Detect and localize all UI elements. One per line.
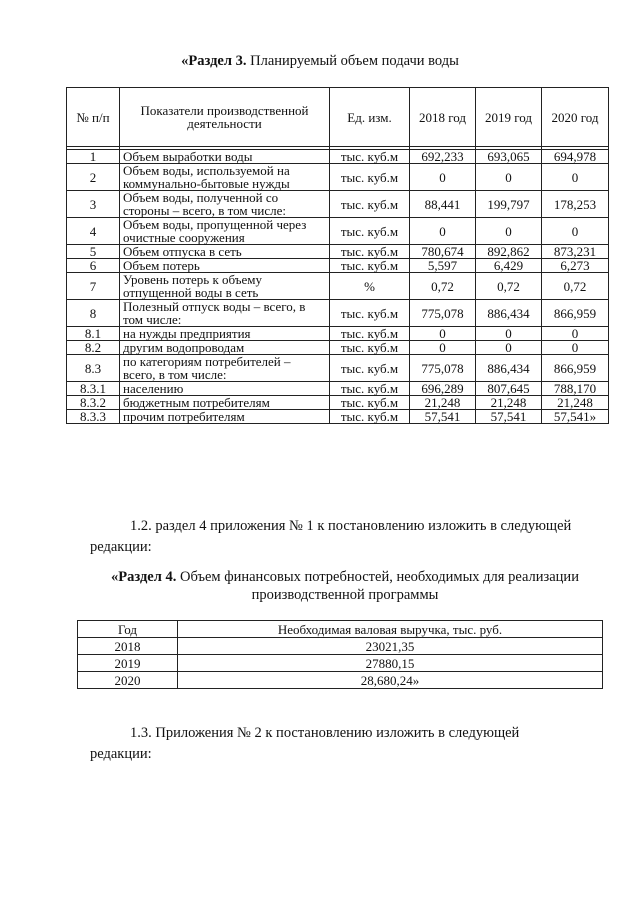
row-value-2019: 0 <box>476 164 542 191</box>
row-indicator: на нужды предприятия <box>120 327 330 341</box>
row-unit: тыс. куб.м <box>330 245 410 259</box>
row-value-2018: 5,597 <box>410 259 476 273</box>
row-indicator: по категориям потребителей – всего, в том числе: <box>120 355 330 382</box>
section3-title-text: Планируемый объем подачи воды <box>246 53 459 69</box>
row-value-2018: 692,233 <box>410 150 476 164</box>
section4-title-text: Объем финансовых потребностей, необходимых для реализации <box>176 569 579 585</box>
row-value-2020: 866,959 <box>542 355 609 382</box>
table-row <box>67 341 609 355</box>
paragraph-line: редакции: <box>90 539 152 555</box>
table-row <box>67 259 609 273</box>
section3-title-bold: «Раздел 3. <box>181 53 247 69</box>
financial-needs-table <box>77 620 603 689</box>
row-value-2020: 0 <box>542 164 609 191</box>
row-value-2018: 88,441 <box>410 191 476 218</box>
header-num: № п/п <box>67 88 120 147</box>
row-value-2019: 21,248 <box>476 396 542 410</box>
table-row <box>67 382 609 396</box>
row-year: 2020 <box>78 672 178 689</box>
row-num: 4 <box>67 218 120 245</box>
row-value-2019: 0 <box>476 341 542 355</box>
row-value-2019: 199,797 <box>476 191 542 218</box>
row-value-2018: 780,674 <box>410 245 476 259</box>
table-row <box>67 410 609 424</box>
row-revenue: 23021,35 <box>178 638 603 655</box>
row-num: 8.1 <box>67 327 120 341</box>
table-header-row <box>67 88 609 147</box>
row-unit: тыс. куб.м <box>330 191 410 218</box>
row-value-2018: 775,078 <box>410 355 476 382</box>
water-supply-table <box>66 87 609 424</box>
row-num: 8.2 <box>67 341 120 355</box>
header-2019: 2019 год <box>476 88 542 147</box>
table-row <box>67 300 609 327</box>
row-indicator: Полезный отпуск воды – всего, в том числе: <box>120 300 330 327</box>
header-year: Год <box>78 621 178 638</box>
row-value-2020: 178,253 <box>542 191 609 218</box>
row-unit: тыс. куб.м <box>330 259 410 273</box>
row-value-2018: 21,248 <box>410 396 476 410</box>
row-value-2018: 0 <box>410 341 476 355</box>
table-row <box>67 396 609 410</box>
paragraph-1-2 <box>90 516 596 558</box>
row-num: 8.3.2 <box>67 396 120 410</box>
table-header-row <box>78 621 603 638</box>
row-num: 8.3.3 <box>67 410 120 424</box>
row-num: 5 <box>67 245 120 259</box>
row-num: 8 <box>67 300 120 327</box>
table-row <box>67 245 609 259</box>
table-row <box>67 355 609 382</box>
section4-title <box>90 568 600 604</box>
row-year: 2019 <box>78 655 178 672</box>
water-supply-table-body <box>67 150 609 424</box>
row-indicator: Объем воды, используемой на коммунально-бытовые нужды <box>120 164 330 191</box>
row-unit: тыс. куб.м <box>330 218 410 245</box>
paragraph-line: 1.2. раздел 4 приложения № 1 к постановлению изложить в следующей <box>130 518 572 534</box>
row-unit: тыс. куб.м <box>330 327 410 341</box>
row-indicator: Уровень потерь к объему отпущенной воды в сеть <box>120 273 330 300</box>
row-value-2020: 21,248 <box>542 396 609 410</box>
row-value-2020: 0 <box>542 218 609 245</box>
row-num: 8.3.1 <box>67 382 120 396</box>
row-indicator: Объем воды, пропущенной через очистные сооружения <box>120 218 330 245</box>
row-value-2020: 873,231 <box>542 245 609 259</box>
row-value-2020: 694,978 <box>542 150 609 164</box>
row-value-2019: 57,541 <box>476 410 542 424</box>
header-revenue: Необходимая валовая выручка, тыс. руб. <box>178 621 603 638</box>
row-value-2020: 0,72 <box>542 273 609 300</box>
row-year: 2018 <box>78 638 178 655</box>
row-value-2019: 892,862 <box>476 245 542 259</box>
row-indicator: бюджетным потребителям <box>120 396 330 410</box>
row-value-2020: 0 <box>542 327 609 341</box>
paragraph-line: редакции: <box>90 746 152 762</box>
row-value-2020: 0 <box>542 341 609 355</box>
table-row <box>67 150 609 164</box>
row-num: 2 <box>67 164 120 191</box>
row-unit: тыс. куб.м <box>330 150 410 164</box>
row-indicator: другим водопроводам <box>120 341 330 355</box>
row-value-2019: 0 <box>476 327 542 341</box>
row-unit: тыс. куб.м <box>330 300 410 327</box>
row-value-2018: 0 <box>410 164 476 191</box>
row-unit: тыс. куб.м <box>330 164 410 191</box>
row-value-2018: 696,289 <box>410 382 476 396</box>
row-value-2019: 0 <box>476 218 542 245</box>
header-2020: 2020 год <box>542 88 609 147</box>
row-num: 1 <box>67 150 120 164</box>
table-row <box>67 218 609 245</box>
header-indicator: Показатели производственной деятельности <box>120 88 330 147</box>
row-revenue: 27880,15 <box>178 655 603 672</box>
table-row <box>78 672 603 689</box>
row-num: 8.3 <box>67 355 120 382</box>
row-num: 6 <box>67 259 120 273</box>
section4-title-bold: «Раздел 4. <box>111 569 177 585</box>
row-unit: % <box>330 273 410 300</box>
row-value-2019: 807,645 <box>476 382 542 396</box>
row-indicator: населению <box>120 382 330 396</box>
row-indicator: прочим потребителям <box>120 410 330 424</box>
section3-title <box>0 52 640 70</box>
row-unit: тыс. куб.м <box>330 410 410 424</box>
header-2018: 2018 год <box>410 88 476 147</box>
row-value-2018: 0 <box>410 327 476 341</box>
table-row <box>78 638 603 655</box>
table-row <box>67 327 609 341</box>
row-value-2019: 6,429 <box>476 259 542 273</box>
row-value-2018: 0 <box>410 218 476 245</box>
row-value-2018: 775,078 <box>410 300 476 327</box>
table-row <box>67 164 609 191</box>
paragraph-line: 1.3. Приложения № 2 к постановлению изложить в следующей <box>130 725 520 741</box>
row-value-2020: 788,170 <box>542 382 609 396</box>
table-row <box>67 273 609 300</box>
row-unit: тыс. куб.м <box>330 355 410 382</box>
row-indicator: Объем потерь <box>120 259 330 273</box>
row-revenue: 28,680,24» <box>178 672 603 689</box>
row-value-2019: 886,434 <box>476 355 542 382</box>
row-value-2019: 0,72 <box>476 273 542 300</box>
paragraph-1-3 <box>90 723 596 765</box>
row-value-2020: 57,541» <box>542 410 609 424</box>
header-unit: Ед. изм. <box>330 88 410 147</box>
row-unit: тыс. куб.м <box>330 382 410 396</box>
row-value-2020: 6,273 <box>542 259 609 273</box>
row-indicator: Объем выработки воды <box>120 150 330 164</box>
row-value-2019: 693,065 <box>476 150 542 164</box>
financial-needs-table-body <box>78 638 603 689</box>
row-unit: тыс. куб.м <box>330 341 410 355</box>
row-num: 7 <box>67 273 120 300</box>
table-row <box>67 191 609 218</box>
table-row <box>78 655 603 672</box>
row-value-2020: 866,959 <box>542 300 609 327</box>
row-unit: тыс. куб.м <box>330 396 410 410</box>
row-indicator: Объем воды, полученной со стороны – всего, в том числе: <box>120 191 330 218</box>
section4-title-line2: производственной программы <box>251 587 439 603</box>
row-indicator: Объем отпуска в сеть <box>120 245 330 259</box>
row-value-2018: 57,541 <box>410 410 476 424</box>
row-num: 3 <box>67 191 120 218</box>
row-value-2018: 0,72 <box>410 273 476 300</box>
row-value-2019: 886,434 <box>476 300 542 327</box>
